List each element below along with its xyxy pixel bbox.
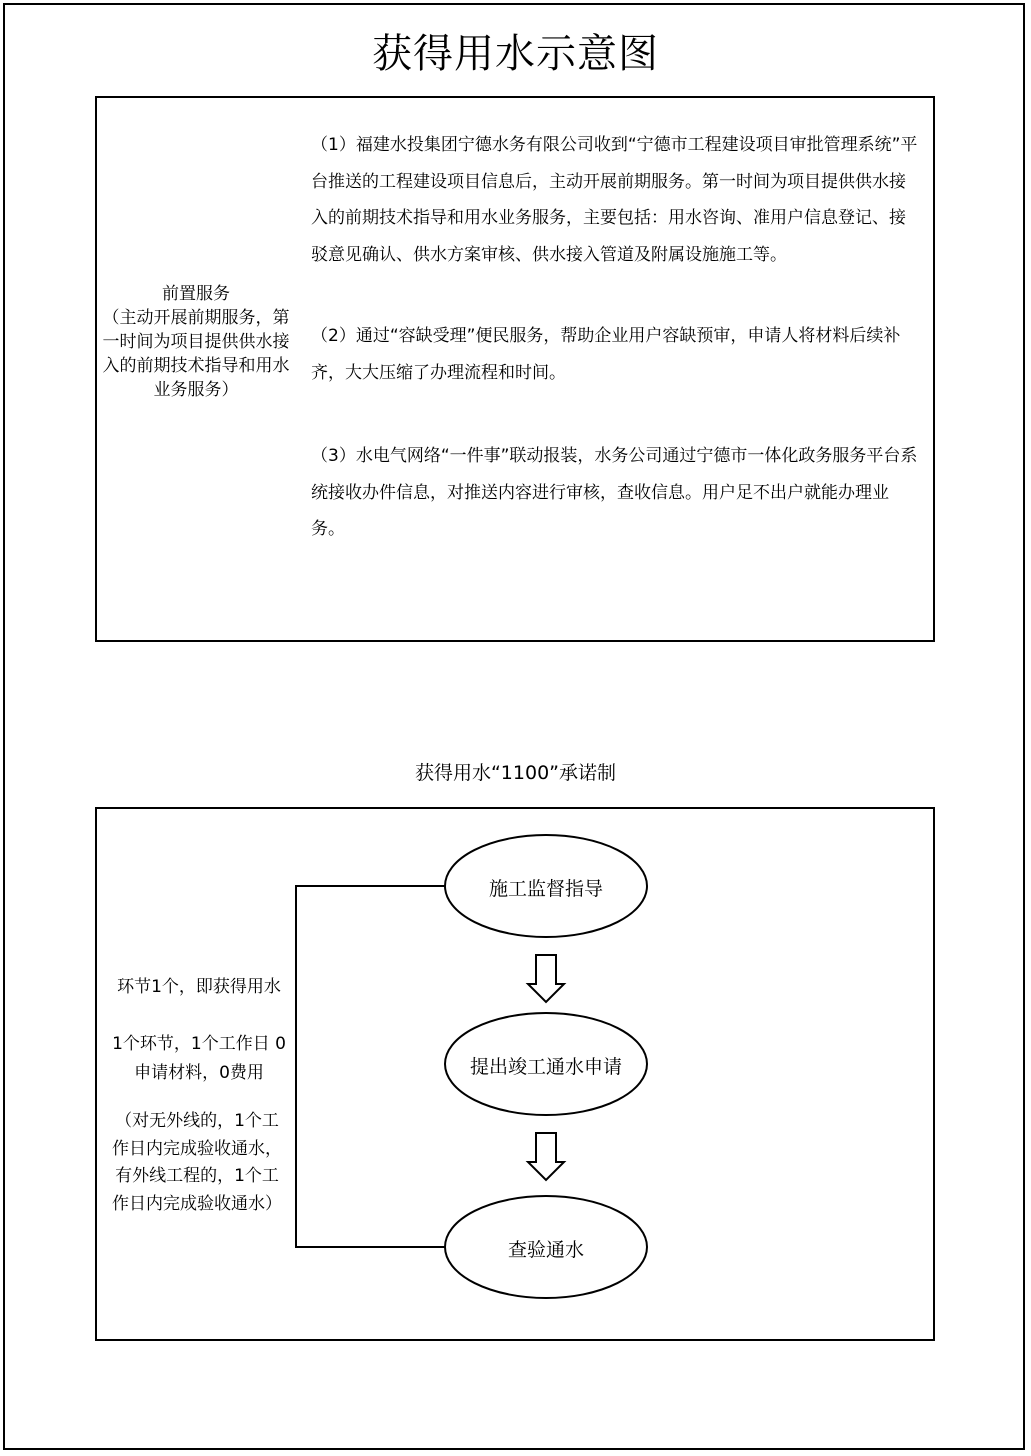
flow-node-1-label: 施工监督指导: [488, 878, 603, 900]
note-completion: （对无外线的，1个工作日内完成验收通水，有外线工程的，1个工作日内完成验收通水）: [112, 1111, 282, 1214]
flow-node-3-label: 查验通水: [507, 1239, 584, 1261]
commitment-title: 获得用水“1100”承诺制: [414, 762, 617, 784]
note-stage-count: 环节1个，即获得用水: [117, 977, 281, 997]
flow-arrow-1: [528, 955, 564, 1002]
pre-service-heading: 前置服务: [162, 284, 230, 304]
service-paragraph-1: （1）福建水投集团宁德水务有限公司收到“宁德市工程建设项目审批管理系统”平台推送的工程建设项目信息后，主动开展前期服务。第一时间为项目提供供水接入的前期技术指导和用水业务服务，主要包括：用水咨询、准用户信息登记、接驳意见确认、供水方案审核、供水接入管道及附属设施施工等。: [311, 135, 918, 265]
service-paragraph-2: （2）通过“容缺受理”便民服务，帮助企业用户容缺预审，申请人将材料后续补齐，大大压缩了办理流程和时间。: [311, 326, 901, 383]
flow-arrow-2: [528, 1133, 564, 1180]
note-workday-cost: 1个环节，1个工作日 0申请材料，0费用: [112, 1034, 286, 1083]
bracket-connector: [296, 886, 449, 1247]
pre-service-description: （主动开展前期服务，第一时间为项目提供供水接入的前期技术指导和用水业务服务）: [102, 308, 290, 400]
flow-node-2-label: 提出竣工通水申请: [469, 1056, 622, 1078]
service-paragraph-3: （3）水电气网络“一件事”联动报装，水务公司通过宁德市一体化政务服务平台系统接收办件信息，对推送内容进行审核，查收信息。用户足不出户就能办理业务。: [311, 446, 918, 539]
page-title: 获得用水示意图: [372, 31, 659, 77]
